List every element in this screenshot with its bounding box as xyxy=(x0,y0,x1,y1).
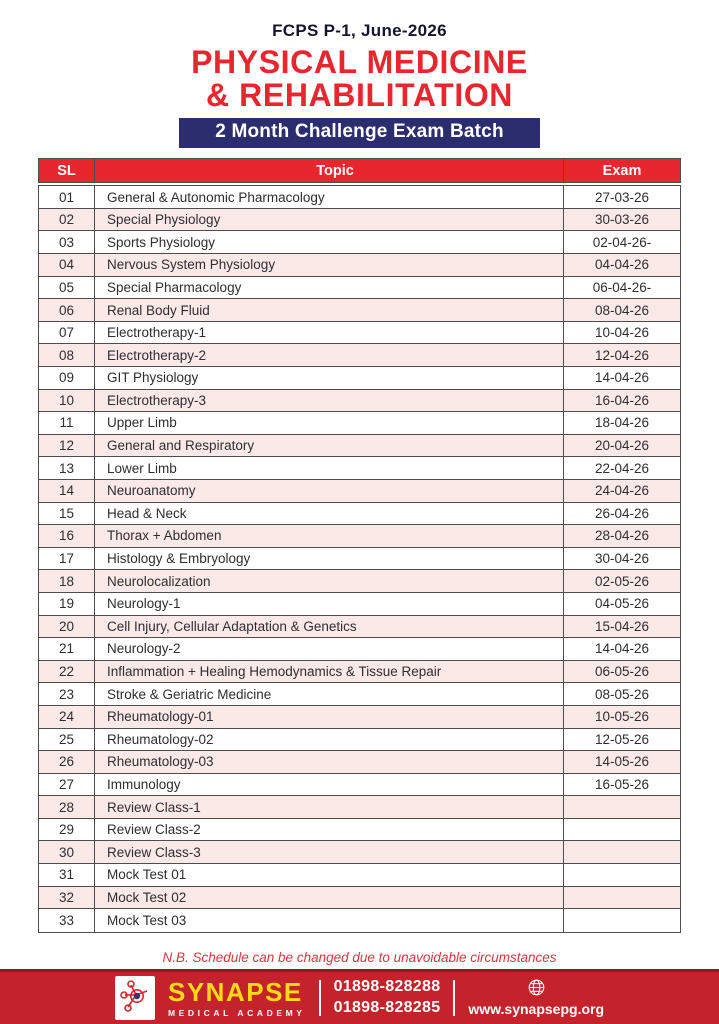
row-sl: 15 xyxy=(39,503,95,525)
exam-session-subtitle: FCPS P-1, June-2026 xyxy=(272,21,447,40)
row-sl: 03 xyxy=(39,231,95,253)
row-exam: 30-03-26 xyxy=(594,212,650,228)
row-topic: Neuroanatomy xyxy=(95,480,564,502)
phone-numbers xyxy=(334,977,441,1019)
table-row xyxy=(39,909,680,932)
row-exam: 02-05-26 xyxy=(594,573,650,589)
row-topic: Mock Test 02 xyxy=(95,887,564,909)
row-exam: 27-03-26 xyxy=(594,189,650,205)
phone-number-1: 01898-828288 xyxy=(333,978,441,996)
row-sl: 18 xyxy=(39,570,95,592)
row-topic: Electrotherapy-2 xyxy=(95,344,564,366)
table-row xyxy=(39,186,680,209)
table-row xyxy=(39,209,680,232)
row-exam: 24-04-26 xyxy=(594,483,650,499)
table-row xyxy=(39,412,680,435)
row-sl: 11 xyxy=(39,412,95,434)
row-sl: 07 xyxy=(39,322,95,344)
table-row xyxy=(39,638,680,661)
row-sl: 06 xyxy=(39,299,95,321)
row-exam: 10-04-26 xyxy=(594,325,650,341)
row-exam: 14-04-26 xyxy=(594,370,650,386)
row-exam xyxy=(564,819,680,841)
brand-subtitle: MEDICAL ACADEMY xyxy=(167,1007,306,1018)
table-row xyxy=(39,231,680,254)
row-exam xyxy=(564,887,680,909)
row-exam: 14-04-26 xyxy=(594,641,650,657)
table-row xyxy=(39,706,680,729)
row-exam xyxy=(564,841,680,863)
table-row xyxy=(39,344,680,367)
table-row xyxy=(39,457,680,480)
row-sl: 13 xyxy=(39,457,95,479)
row-exam: 08-05-26 xyxy=(594,686,650,702)
row-exam: 20-04-26 xyxy=(594,438,650,454)
batch-banner: 2 Month Challenge Exam Batch xyxy=(179,118,540,148)
row-exam: 15-04-26 xyxy=(594,618,650,634)
row-exam xyxy=(564,909,680,932)
row-topic: Neurology-2 xyxy=(95,638,564,660)
row-sl: 23 xyxy=(39,683,95,705)
footer-divider xyxy=(319,980,321,1016)
row-topic: Rheumatology-01 xyxy=(95,706,564,728)
phone-number-2: 01898-828285 xyxy=(333,999,441,1016)
footer-divider xyxy=(453,980,455,1016)
row-sl: 17 xyxy=(39,548,95,570)
brand-block xyxy=(167,976,306,1018)
row-topic: Electrotherapy-1 xyxy=(95,322,564,344)
column-header-exam: Exam xyxy=(602,162,642,179)
row-exam: 06-04-26- xyxy=(592,279,652,295)
row-sl: 21 xyxy=(39,638,95,660)
row-exam: 10-05-26 xyxy=(594,709,650,725)
row-topic: Mock Test 03 xyxy=(95,909,564,932)
row-topic: General and Respiratory xyxy=(95,435,564,457)
row-sl: 27 xyxy=(39,774,95,796)
row-sl: 30 xyxy=(39,841,95,863)
table-row xyxy=(39,864,680,887)
row-exam: 14-05-26 xyxy=(594,754,650,770)
row-topic: Special Physiology xyxy=(95,209,564,231)
column-header-sl: SL xyxy=(39,159,95,182)
row-topic: Immunology xyxy=(95,774,564,796)
row-topic: Review Class-1 xyxy=(95,796,564,818)
row-topic: Electrotherapy-3 xyxy=(95,390,564,412)
table-row xyxy=(39,525,680,548)
row-topic: Nervous System Physiology xyxy=(95,254,564,276)
table-row xyxy=(39,796,680,819)
row-exam: 26-04-26 xyxy=(594,505,650,521)
row-sl: 25 xyxy=(39,729,95,751)
row-topic: Review Class-3 xyxy=(95,841,564,863)
row-exam: 06-05-26 xyxy=(594,664,650,680)
table-row xyxy=(39,729,680,752)
row-sl: 33 xyxy=(39,909,95,932)
globe-icon xyxy=(528,979,545,999)
row-topic: General & Autonomic Pharmacology xyxy=(95,186,564,208)
table-row xyxy=(39,480,680,503)
table-row xyxy=(39,887,680,910)
row-sl: 28 xyxy=(39,796,95,818)
row-topic: Inflammation + Healing Hemodynamics & Tissue Repair xyxy=(95,661,564,683)
row-exam: 30-04-26 xyxy=(594,551,650,567)
brand-name: SYNAPSE xyxy=(167,976,303,1007)
row-topic: Upper Limb xyxy=(95,412,564,434)
row-exam: 12-05-26 xyxy=(594,731,650,747)
schedule-table xyxy=(38,158,681,933)
row-sl: 12 xyxy=(39,435,95,457)
table-row xyxy=(39,254,680,277)
row-topic: Stroke & Geriatric Medicine xyxy=(95,683,564,705)
table-row xyxy=(39,661,680,684)
page-header xyxy=(0,0,719,148)
table-row xyxy=(39,570,680,593)
neuron-network-icon xyxy=(120,978,150,1019)
row-topic: Review Class-2 xyxy=(95,819,564,841)
row-exam: 08-04-26 xyxy=(594,302,650,318)
row-exam: 16-04-26 xyxy=(594,392,650,408)
row-topic: Lower Limb xyxy=(95,457,564,479)
table-row xyxy=(39,435,680,458)
course-title-line2: & REHABILITATION xyxy=(205,76,514,113)
row-exam: 12-04-26 xyxy=(594,347,650,363)
table-row xyxy=(39,841,680,864)
footer-band xyxy=(0,969,719,1024)
row-topic: Sports Physiology xyxy=(95,231,564,253)
table-row xyxy=(39,299,680,322)
row-sl: 22 xyxy=(39,661,95,683)
row-topic: Rheumatology-03 xyxy=(95,751,564,773)
row-sl: 01 xyxy=(39,186,95,208)
table-row xyxy=(39,322,680,345)
row-sl: 32 xyxy=(39,887,95,909)
row-sl: 16 xyxy=(39,525,95,547)
course-title-line1: PHYSICAL MEDICINE xyxy=(191,44,528,80)
row-topic: Mock Test 01 xyxy=(95,864,564,886)
row-topic: Cell Injury, Cellular Adaptation & Genetics xyxy=(95,616,564,638)
table-row xyxy=(39,751,680,774)
row-exam: 18-04-26 xyxy=(594,415,650,431)
row-exam: 02-04-26- xyxy=(592,234,652,250)
row-sl: 24 xyxy=(39,706,95,728)
row-sl: 29 xyxy=(39,819,95,841)
table-row xyxy=(39,616,680,639)
table-row xyxy=(39,593,680,616)
row-exam: 16-05-26 xyxy=(594,776,650,792)
row-topic: Neurology-1 xyxy=(95,593,564,615)
footer-content xyxy=(115,976,604,1020)
row-topic: GIT Physiology xyxy=(95,367,564,389)
row-exam: 04-04-26 xyxy=(594,257,650,273)
table-row xyxy=(39,367,680,390)
row-topic: Thorax + Abdomen xyxy=(95,525,564,547)
row-topic: Rheumatology-02 xyxy=(95,729,564,751)
row-sl: 05 xyxy=(39,277,95,299)
row-topic: Renal Body Fluid xyxy=(95,299,564,321)
row-topic: Head & Neck xyxy=(95,503,564,525)
table-row xyxy=(39,277,680,300)
website-url: www.synapsepg.org xyxy=(468,1001,605,1017)
row-exam: 04-05-26 xyxy=(594,596,650,612)
row-sl: 04 xyxy=(39,254,95,276)
synapse-logo xyxy=(115,976,155,1020)
row-topic: Special Pharmacology xyxy=(95,277,564,299)
table-row xyxy=(39,819,680,842)
row-sl: 14 xyxy=(39,480,95,502)
row-sl: 26 xyxy=(39,751,95,773)
row-topic: Neurolocalization xyxy=(95,570,564,592)
website-block xyxy=(468,979,604,1017)
row-sl: 31 xyxy=(39,864,95,886)
table-row xyxy=(39,683,680,706)
row-sl: 19 xyxy=(39,593,95,615)
row-sl: 10 xyxy=(39,390,95,412)
row-sl: 20 xyxy=(39,616,95,638)
row-exam: 28-04-26 xyxy=(594,528,650,544)
table-row xyxy=(39,548,680,571)
row-topic: Histology & Embryology xyxy=(95,548,564,570)
note-text: N.B. Schedule can be changed due to unavoidable circumstances xyxy=(162,949,557,965)
row-sl: 08 xyxy=(39,344,95,366)
row-sl: 09 xyxy=(39,367,95,389)
row-exam xyxy=(564,796,680,818)
table-row xyxy=(39,390,680,413)
table-row xyxy=(39,774,680,797)
row-sl: 02 xyxy=(39,209,95,231)
column-header-topic: Topic xyxy=(95,159,564,182)
row-exam xyxy=(564,864,680,886)
table-row xyxy=(39,503,680,526)
table-header-row xyxy=(38,158,681,183)
table-body xyxy=(38,185,681,933)
row-exam: 22-04-26 xyxy=(594,460,650,476)
